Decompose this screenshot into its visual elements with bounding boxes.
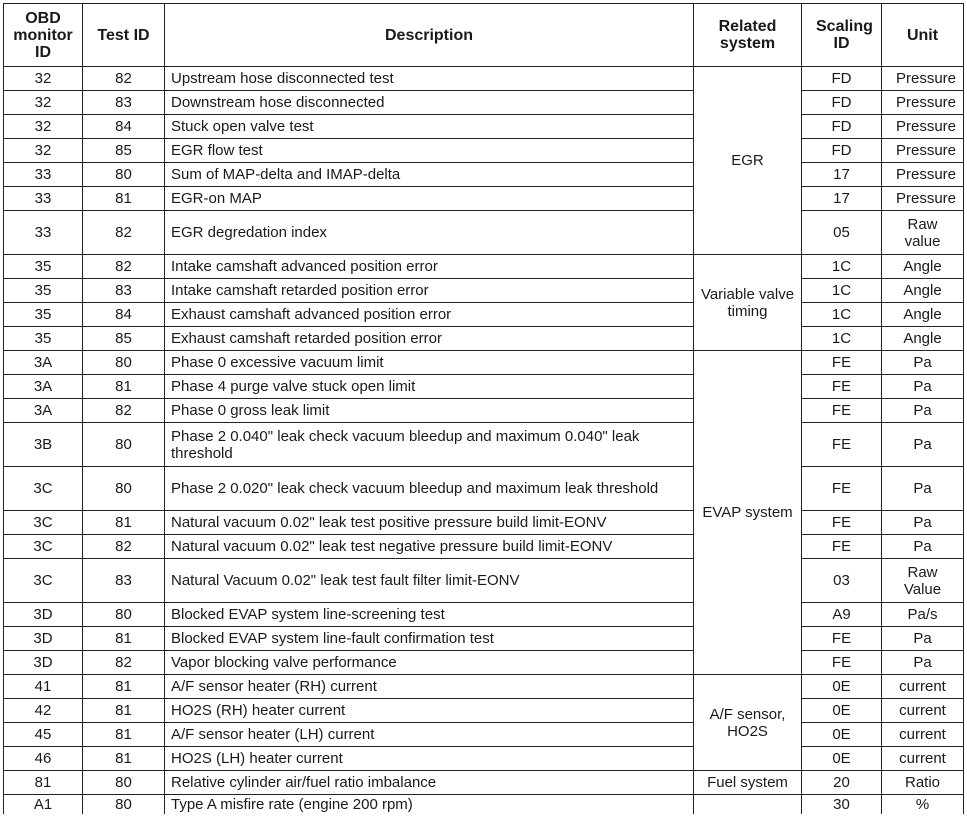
description-cell: A/F sensor heater (LH) current	[165, 723, 694, 747]
test-id-cell: 80	[83, 351, 165, 375]
monitor-id-cell: 32	[4, 91, 83, 115]
scaling-id-cell: 17	[802, 187, 882, 211]
table-row	[4, 795, 964, 814]
test-id-cell: 82	[83, 211, 165, 255]
scaling-id-cell: 1C	[802, 255, 882, 279]
table-row	[4, 187, 964, 211]
table-row	[4, 423, 964, 467]
monitor-id-cell: 3C	[4, 511, 83, 535]
description-cell: HO2S (LH) heater current	[165, 747, 694, 771]
monitor-id-cell: 41	[4, 675, 83, 699]
description-cell: Phase 2 0.040" leak check vacuum bleedup and maximum 0.040" leak threshold	[165, 423, 694, 467]
unit-cell: Pa	[882, 651, 964, 675]
description-cell: Relative cylinder air/fuel ratio imbalance	[165, 771, 694, 795]
scaling-id-cell: FD	[802, 91, 882, 115]
unit-cell: %	[882, 795, 964, 814]
table-row	[4, 211, 964, 255]
test-id-cell: 80	[83, 795, 165, 814]
unit-cell: current	[882, 699, 964, 723]
unit-cell: Raw value	[882, 211, 964, 255]
test-id-cell: 81	[83, 699, 165, 723]
unit-cell: Pa/s	[882, 603, 964, 627]
monitor-id-cell: 33	[4, 187, 83, 211]
monitor-id-cell: 3C	[4, 467, 83, 511]
test-id-cell: 80	[83, 423, 165, 467]
test-id-cell: 85	[83, 327, 165, 351]
scaling-id-cell: 0E	[802, 699, 882, 723]
table-body	[4, 67, 964, 814]
unit-cell: Raw Value	[882, 559, 964, 603]
header-row	[4, 4, 964, 67]
test-id-cell: 81	[83, 747, 165, 771]
monitor-id-cell: 3A	[4, 351, 83, 375]
table-row	[4, 375, 964, 399]
test-id-cell: 82	[83, 651, 165, 675]
scaling-id-cell: FD	[802, 139, 882, 163]
monitor-id-cell: 32	[4, 67, 83, 91]
header-related-system: Related system	[694, 4, 802, 67]
unit-cell: Angle	[882, 327, 964, 351]
description-cell: Exhaust camshaft retarded position error	[165, 327, 694, 351]
table-row	[4, 351, 964, 375]
test-id-cell: 81	[83, 675, 165, 699]
obd-test-table	[3, 3, 964, 814]
description-cell: Natural vacuum 0.02" leak test positive pressure build limit-EONV	[165, 511, 694, 535]
description-cell: EGR flow test	[165, 139, 694, 163]
scaling-id-cell: FE	[802, 627, 882, 651]
unit-cell: Pa	[882, 511, 964, 535]
header-monitor-id: OBD monitor ID	[4, 4, 83, 67]
test-id-cell: 83	[83, 91, 165, 115]
related-system-cell: EGR	[694, 67, 802, 255]
scaling-id-cell: FE	[802, 467, 882, 511]
monitor-id-cell: 3D	[4, 627, 83, 651]
scaling-id-cell: 0E	[802, 723, 882, 747]
unit-cell: Pa	[882, 627, 964, 651]
table-row	[4, 603, 964, 627]
monitor-id-cell: 45	[4, 723, 83, 747]
description-cell: Exhaust camshaft advanced position error	[165, 303, 694, 327]
test-id-cell: 81	[83, 187, 165, 211]
monitor-id-cell: 3D	[4, 651, 83, 675]
table-row	[4, 511, 964, 535]
related-system-cell	[694, 795, 802, 814]
unit-cell: Ratio	[882, 771, 964, 795]
table-row	[4, 115, 964, 139]
unit-cell: Angle	[882, 255, 964, 279]
scaling-id-cell: FE	[802, 511, 882, 535]
description-cell: Upstream hose disconnected test	[165, 67, 694, 91]
unit-cell: Pa	[882, 375, 964, 399]
description-cell: Phase 0 excessive vacuum limit	[165, 351, 694, 375]
description-cell: Phase 2 0.020" leak check vacuum bleedup and maximum leak threshold	[165, 467, 694, 511]
description-cell: Natural vacuum 0.02" leak test negative pressure build limit-EONV	[165, 535, 694, 559]
table-row	[4, 67, 964, 91]
test-id-cell: 82	[83, 399, 165, 423]
header-unit: Unit	[882, 4, 964, 67]
description-cell: Sum of MAP-delta and IMAP-delta	[165, 163, 694, 187]
table-row	[4, 723, 964, 747]
monitor-id-cell: 32	[4, 115, 83, 139]
description-cell: HO2S (RH) heater current	[165, 699, 694, 723]
test-id-cell: 83	[83, 559, 165, 603]
monitor-id-cell: 35	[4, 303, 83, 327]
unit-cell: Pa	[882, 351, 964, 375]
monitor-id-cell: 35	[4, 327, 83, 351]
monitor-id-cell: 3B	[4, 423, 83, 467]
scaling-id-cell: FE	[802, 351, 882, 375]
related-system-cell: EVAP system	[694, 351, 802, 675]
unit-cell: current	[882, 723, 964, 747]
unit-cell: current	[882, 747, 964, 771]
monitor-id-cell: A1	[4, 795, 83, 814]
monitor-id-cell: 3D	[4, 603, 83, 627]
table-row	[4, 747, 964, 771]
scaling-id-cell: 05	[802, 211, 882, 255]
test-id-cell: 81	[83, 511, 165, 535]
unit-cell: Pressure	[882, 187, 964, 211]
monitor-id-cell: 3A	[4, 399, 83, 423]
description-cell: Vapor blocking valve performance	[165, 651, 694, 675]
unit-cell: Angle	[882, 279, 964, 303]
test-id-cell: 82	[83, 255, 165, 279]
monitor-id-cell: 33	[4, 211, 83, 255]
description-cell: Type A misfire rate (engine 200 rpm)	[165, 795, 694, 814]
description-cell: Phase 4 purge valve stuck open limit	[165, 375, 694, 399]
table-row	[4, 163, 964, 187]
table-row	[4, 327, 964, 351]
scaling-id-cell: 0E	[802, 675, 882, 699]
monitor-id-cell: 35	[4, 255, 83, 279]
description-cell: Phase 0 gross leak limit	[165, 399, 694, 423]
unit-cell: Angle	[882, 303, 964, 327]
description-cell: Natural Vacuum 0.02" leak test fault filter limit-EONV	[165, 559, 694, 603]
test-id-cell: 85	[83, 139, 165, 163]
unit-cell: current	[882, 675, 964, 699]
test-id-cell: 81	[83, 627, 165, 651]
table-row	[4, 627, 964, 651]
unit-cell: Pa	[882, 423, 964, 467]
scaling-id-cell: 17	[802, 163, 882, 187]
scaling-id-cell: A9	[802, 603, 882, 627]
related-system-cell: Variable valve timing	[694, 255, 802, 351]
table-row	[4, 651, 964, 675]
table-row	[4, 255, 964, 279]
monitor-id-cell: 3C	[4, 535, 83, 559]
table-row	[4, 303, 964, 327]
scaling-id-cell: FE	[802, 423, 882, 467]
scaling-id-cell: 03	[802, 559, 882, 603]
test-id-cell: 80	[83, 163, 165, 187]
test-id-cell: 80	[83, 771, 165, 795]
unit-cell: Pa	[882, 399, 964, 423]
description-cell: EGR-on MAP	[165, 187, 694, 211]
table-row	[4, 535, 964, 559]
scaling-id-cell: FE	[802, 535, 882, 559]
related-system-cell: Fuel system	[694, 771, 802, 795]
table-row	[4, 699, 964, 723]
monitor-id-cell: 32	[4, 139, 83, 163]
table-row	[4, 91, 964, 115]
scaling-id-cell: 1C	[802, 327, 882, 351]
scaling-id-cell: FD	[802, 115, 882, 139]
test-id-cell: 82	[83, 67, 165, 91]
scaling-id-cell: FE	[802, 651, 882, 675]
description-cell: Stuck open valve test	[165, 115, 694, 139]
monitor-id-cell: 35	[4, 279, 83, 303]
description-cell: Blocked EVAP system line-fault confirmation test	[165, 627, 694, 651]
test-id-cell: 84	[83, 303, 165, 327]
description-cell: Blocked EVAP system line-screening test	[165, 603, 694, 627]
table-row	[4, 771, 964, 795]
scaling-id-cell: FE	[802, 375, 882, 399]
test-id-cell: 80	[83, 467, 165, 511]
unit-cell: Pressure	[882, 115, 964, 139]
monitor-id-cell: 46	[4, 747, 83, 771]
scaling-id-cell: 0E	[802, 747, 882, 771]
table-row	[4, 139, 964, 163]
table-row	[4, 675, 964, 699]
monitor-id-cell: 3A	[4, 375, 83, 399]
scaling-id-cell: 1C	[802, 279, 882, 303]
test-id-cell: 80	[83, 603, 165, 627]
monitor-id-cell: 81	[4, 771, 83, 795]
test-id-cell: 81	[83, 375, 165, 399]
table-row	[4, 467, 964, 511]
test-id-cell: 81	[83, 723, 165, 747]
scaling-id-cell: FE	[802, 399, 882, 423]
unit-cell: Pressure	[882, 67, 964, 91]
test-id-cell: 84	[83, 115, 165, 139]
table-row	[4, 559, 964, 603]
header-description: Description	[165, 4, 694, 67]
scaling-id-cell: 20	[802, 771, 882, 795]
unit-cell: Pa	[882, 535, 964, 559]
scaling-id-cell: 1C	[802, 303, 882, 327]
monitor-id-cell: 42	[4, 699, 83, 723]
monitor-id-cell: 33	[4, 163, 83, 187]
description-cell: EGR degredation index	[165, 211, 694, 255]
description-cell: Intake camshaft retarded position error	[165, 279, 694, 303]
description-cell: A/F sensor heater (RH) current	[165, 675, 694, 699]
test-id-cell: 82	[83, 535, 165, 559]
unit-cell: Pressure	[882, 91, 964, 115]
description-cell: Intake camshaft advanced position error	[165, 255, 694, 279]
header-scaling-id: Scaling ID	[802, 4, 882, 67]
monitor-id-cell: 3C	[4, 559, 83, 603]
scaling-id-cell: 30	[802, 795, 882, 814]
related-system-cell: A/F sensor, HO2S	[694, 675, 802, 771]
unit-cell: Pa	[882, 467, 964, 511]
unit-cell: Pressure	[882, 139, 964, 163]
table-row	[4, 399, 964, 423]
scaling-id-cell: FD	[802, 67, 882, 91]
unit-cell: Pressure	[882, 163, 964, 187]
table-row	[4, 279, 964, 303]
test-id-cell: 83	[83, 279, 165, 303]
header-test-id: Test ID	[83, 4, 165, 67]
description-cell: Downstream hose disconnected	[165, 91, 694, 115]
